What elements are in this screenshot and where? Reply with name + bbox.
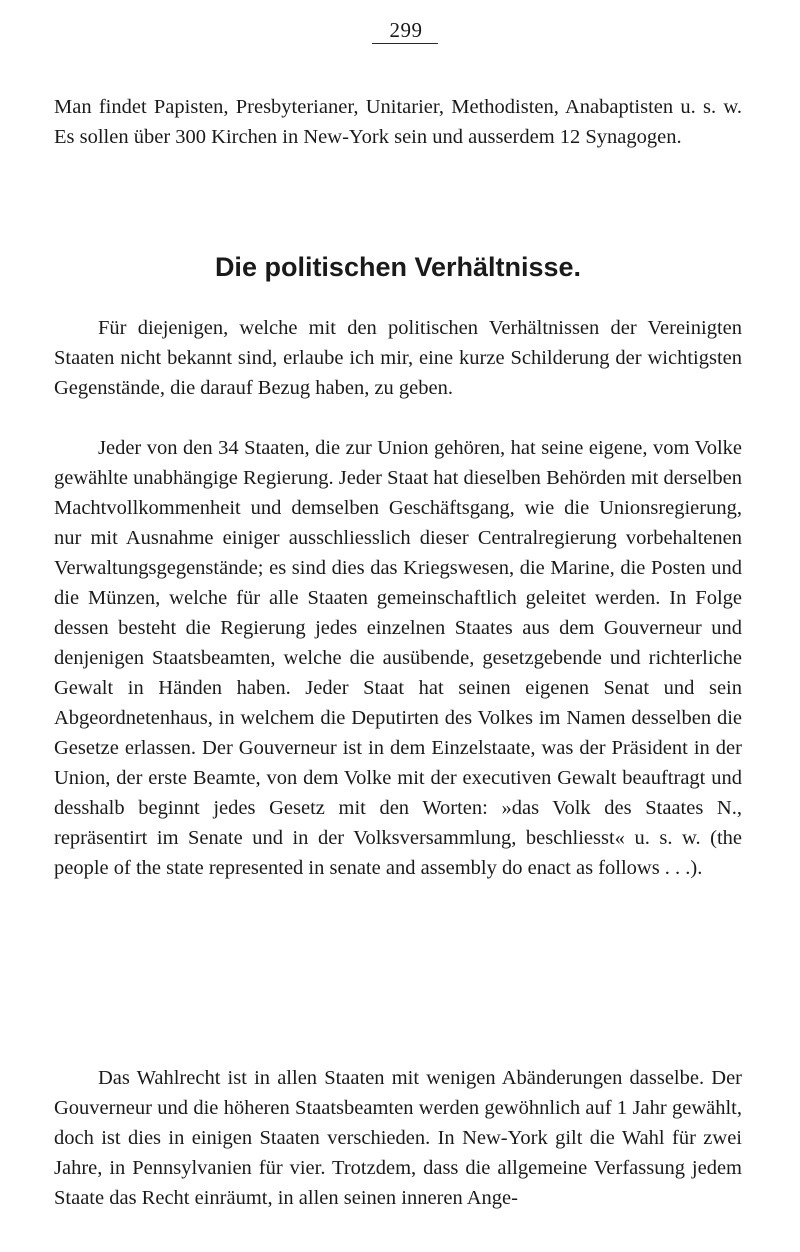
section-heading: Die politischen Verhältnisse. — [214, 252, 582, 282]
paragraph-suffrage: Das Wahlrecht ist in allen Staaten mit wenigen Abänderungen dasselbe. Der Gouverneur und die höheren Staatsbeamten werden gewöhnlich auf 1 Jahr gewählt, doch ist dies in einigen Staaten verschieden. In New-York gilt die Wahl für zwei Jahre, in Pennsylvanien für vier. Trotzdem, dass die allgemeine Verfassung jedem Staate das Recht einräumt, in allen seinen inneren Ange- — [54, 1067, 742, 1209]
paragraph-intro: Für diejenigen, welche mit den politischen Verhältnissen der Vereinigten Staaten nicht bekannt sind, erlaube ich mir, eine kurze Schilderung der wichtigsten Gegenstände, die darauf Bezug haben, zu geben. — [54, 317, 742, 399]
paragraph-state-government: Jeder von den 34 Staaten, die zur Union gehören, hat seine eigene, vom Volke gewählte unabhängige Regierung. Jeder Staat hat dieselben Behörden mit derselben Machtvollkommenheit und demselben Geschäftsgang, wie die Unionsregierung, nur mit Ausnahme einiger ausschliesslich dieser Centralregierung vorbehaltenen Verwaltungsgegenstände; es sind dies das Kriegswesen, die Marine, die Posten und die Münzen, welche für alle Staaten gemeinschaftlich geleitet werden. In Folge dessen besteht die Regierung jedes einzelnen Staates aus dem Gouverneur und denjenigen Staatsbeamten, welche die ausübende, gesetzgebende und richterliche Gewalt in Händen haben. Jeder Staat hat seinen eigenen Senat und sein Abgeordnetenhaus, in welchem die Deputirten des Volkes im Namen desselben die Gesetze erlassen. Der Gouverneur ist in dem Einzelstaate, was der Präsident in der Union, der erste Beamte, von dem Volke mit der executiven Gewalt beauftragt und desshalb beginnt jedes Gesetz mit den Worten: »das Volk des Staates N., repräsentirt im Senate und in der Volksversammlung, beschliesst« u. s. w. (the people of the state represented in senate and assembly do enact as follows . . .). — [54, 437, 742, 879]
opening-paragraph: Man findet Papisten, Presbyterianer, Unitarier, Methodisten, Anabaptisten u. s. w. Es sollen über 300 Kirchen in New-York sein und ausserdem 12 Synagogen. — [54, 96, 742, 148]
page-number-underline — [372, 43, 438, 44]
page-number: 299 — [389, 18, 423, 42]
